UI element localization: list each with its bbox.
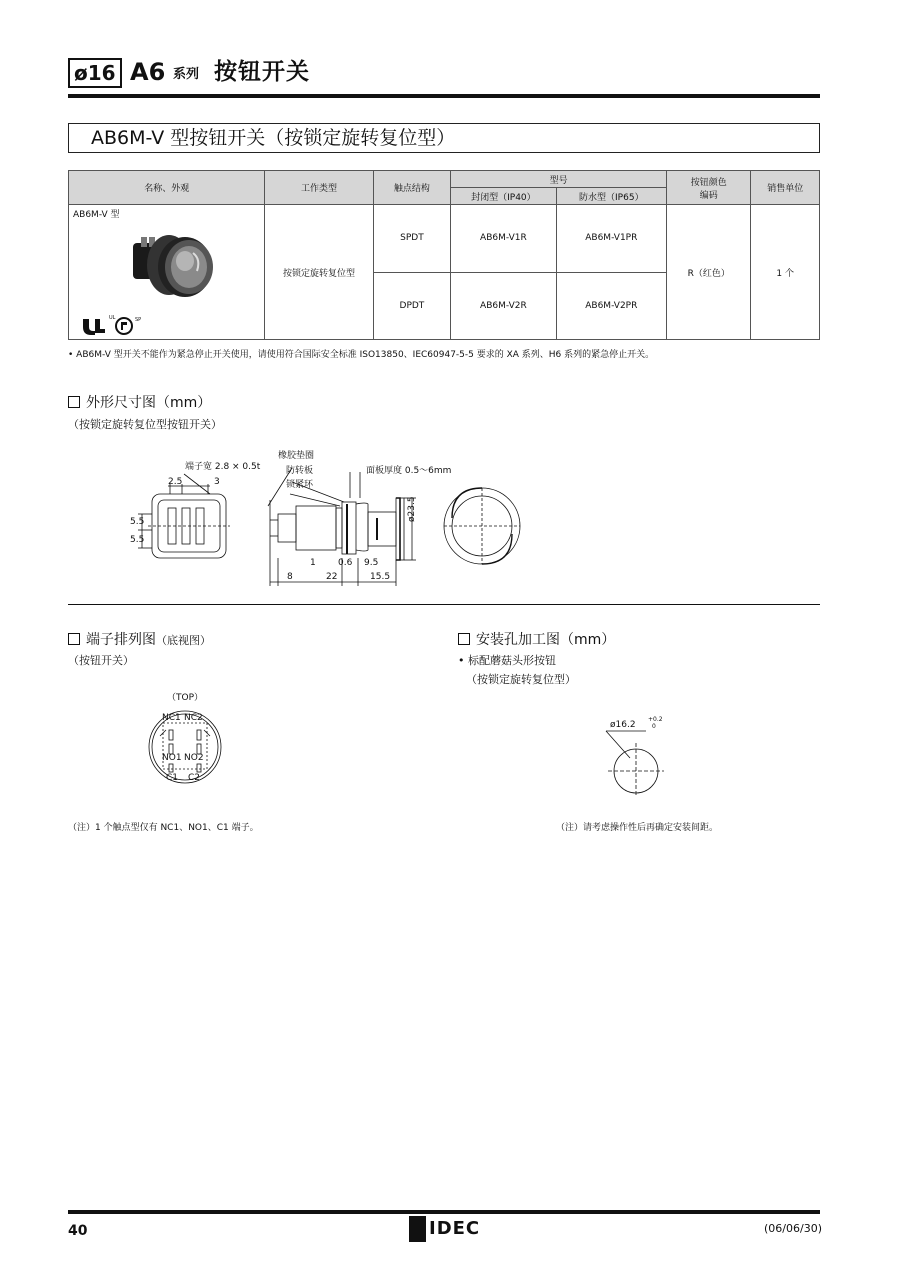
th-contact: 触点结构 [373, 171, 451, 205]
label-nc1: NC1 [162, 713, 181, 723]
checkbox-square-icon [68, 633, 80, 645]
page-number: 40 [68, 1223, 88, 1239]
th-color-code-line2: 编码 [699, 190, 718, 201]
contact-row-1: SPDT [373, 205, 451, 273]
section-divider [68, 604, 820, 605]
unit-cell: 1 个 [751, 205, 820, 340]
th-color-code-line1: 按钮颜色 [690, 177, 727, 188]
cert-ul-text: UL [109, 315, 116, 321]
label-dim-22: 22 [326, 572, 338, 582]
work-type-cell: 按锁定旋转复位型 [265, 205, 373, 340]
label-dim-23-5: ø23.5 [407, 496, 417, 522]
label-terminal-width: 端子宽 2.8 × 0.5t [185, 462, 261, 472]
page-header [68, 56, 820, 90]
th-model: 型号 [451, 171, 667, 188]
label-gasket: 橡胶垫圈 [278, 451, 315, 461]
label-anti-rotation: 防转板 [286, 466, 314, 476]
series-name: A6 [130, 58, 166, 86]
th-waterproof: 防水型（IP65） [556, 188, 666, 205]
mounting-note: （注）请考虑操作性后再确定安装间距。 [556, 823, 719, 833]
label-nc2: NC2 [184, 713, 203, 723]
sealed-row-2: AB6M-V2R [451, 272, 556, 340]
table-note: • AB6M-V 型开关不能作为紧急停止开关使用，请使用符合国际安全标准 ISO13850、IEC60947-5-5 要求的 XA 系列、H6 系列的紧急停止开关。 [68, 350, 655, 360]
page-title: 按钮开关 [214, 59, 310, 85]
contact-row-2: DPDT [373, 272, 451, 340]
label-dim-8: 8 [287, 572, 293, 582]
terminal-heading-text: 端子排列图 [86, 632, 156, 648]
product-cell [69, 205, 265, 340]
header-rule [68, 94, 820, 98]
product-photo [123, 225, 233, 307]
dimension-drawing [130, 448, 530, 593]
label-dim-2-5: 2.5 [168, 477, 183, 487]
waterproof-row-1: AB6M-V1PR [556, 205, 666, 273]
th-sealed: 封闭型（IP40） [451, 188, 556, 205]
th-color-code [667, 171, 751, 205]
idec-logo-text: IDEC [429, 1218, 481, 1239]
mounting-heading [458, 631, 615, 649]
label-c2: C2 [188, 773, 201, 783]
terminal-note: （注）1 个触点型仅有 NC1、NO1、C1 端子。 [68, 823, 259, 833]
label-dim-9-5: 9.5 [364, 558, 379, 568]
th-work-type: 工作类型 [265, 171, 373, 205]
product-table [68, 170, 820, 340]
ul-mark-icon [81, 317, 107, 335]
label-dim-0-6: 0.6 [338, 558, 353, 568]
label-dim-1: 1 [310, 558, 316, 568]
csa-mark-icon [115, 317, 133, 335]
terminal-heading [68, 631, 211, 650]
cert-csa-text: SP [135, 317, 142, 323]
label-lock-ring: 锁紧环 [286, 480, 314, 490]
label-tol-plus: +0.2 [648, 716, 663, 723]
label-no2: NO2 [184, 753, 204, 763]
subtitle-box [68, 123, 820, 153]
th-unit: 销售单位 [751, 171, 820, 205]
footer-rule [68, 1210, 820, 1214]
dimensions-heading-text: 外形尺寸图（mm） [86, 395, 212, 411]
checkbox-square-icon [458, 633, 470, 645]
th-name: 名称、外观 [69, 171, 265, 205]
series-diameter-box: ø16 [68, 58, 122, 88]
color-cell: R（红色） [667, 205, 751, 340]
label-dim-5-5-b: 5.5 [130, 535, 145, 545]
label-top: （TOP） [167, 693, 204, 703]
series-suffix: 系列 [173, 67, 200, 82]
checkbox-square-icon [68, 396, 80, 408]
label-tol-minus: 0 [652, 723, 656, 730]
sealed-row-1: AB6M-V1R [451, 205, 556, 273]
mounting-sub2: （按锁定旋转复位型） [466, 673, 576, 686]
dimensions-subheading: （按锁定旋转复位型按钮开关） [68, 418, 222, 431]
label-dim-3: 3 [214, 477, 220, 487]
product-name: AB6M-V 型 [73, 210, 120, 220]
label-dim-15-5: 15.5 [370, 572, 391, 582]
label-c1: C1 [166, 773, 179, 783]
document-date: (06/06/30) [764, 1222, 822, 1235]
label-no1: NO1 [162, 753, 182, 763]
waterproof-row-2: AB6M-V2PR [556, 272, 666, 340]
terminal-heading-small: （底视图） [156, 634, 211, 647]
label-dim-5-5-a: 5.5 [130, 517, 145, 527]
label-panel-thickness: 面板厚度 0.5～6mm [366, 466, 452, 476]
label-hole-diameter: ø16.2 [610, 720, 636, 730]
terminal-subheading: （按钮开关） [68, 654, 134, 667]
subtitle: AB6M-V 型按钮开关（按锁定旋转复位型） [91, 127, 456, 149]
mounting-sub1: • 标配蘑菇头形按钮 [458, 654, 556, 667]
terminal-diagram [140, 690, 240, 790]
dimensions-heading [68, 394, 211, 412]
idec-logo-mark-icon [409, 1216, 426, 1242]
mounting-hole-diagram [598, 716, 678, 798]
mounting-heading-text: 安装孔加工图（mm） [476, 632, 616, 648]
